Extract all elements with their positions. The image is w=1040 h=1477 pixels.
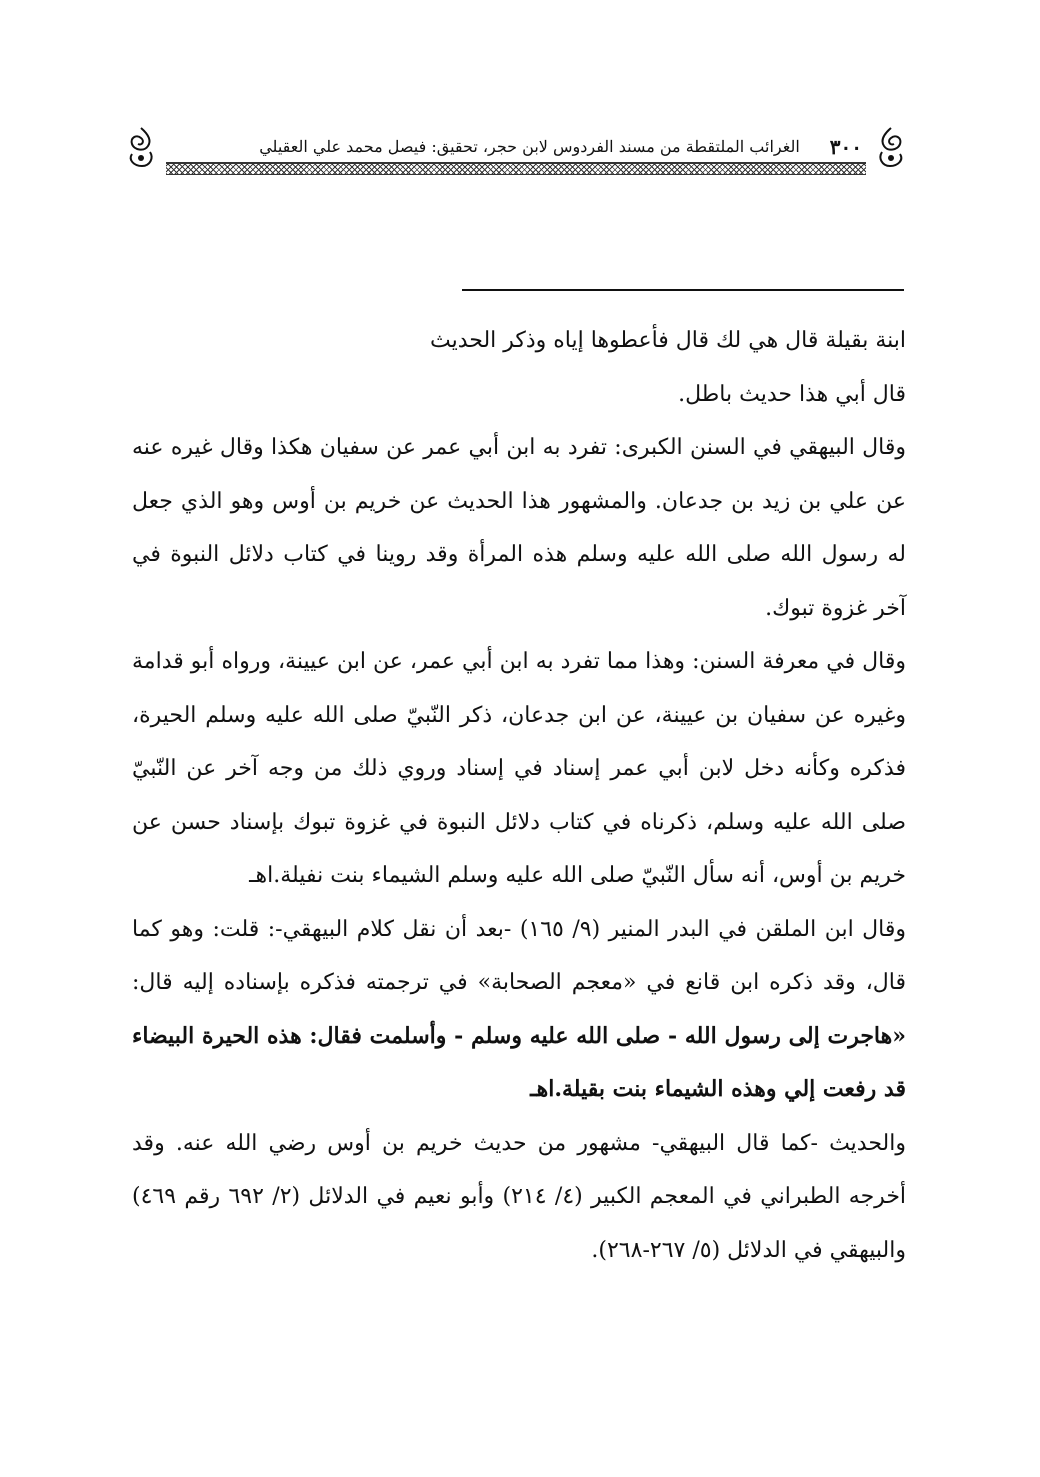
paragraph: قال أبي هذا حديث باطل. — [678, 381, 906, 407]
paragraph — [132, 903, 906, 1117]
body-text — [132, 314, 906, 1277]
paragraph-intro: وقال ابن الملقن في البدر المنير (٩/ ١٦٥) -بعد أن نقل كلام البيهقي-: قلت: وهو كما قال، وقد ذكره ابن قانع في «معجم الصحابة» في ترجمته فذكره بإسناده إليه قال: — [132, 916, 907, 995]
paragraph: والحديث -كما قال البيهقي- مشهور من حديث خريم بن أوس رضي الله عنه. وقد أخرجه الطبراني في المعجم الكبير (٤/ ٢١٤) وأبو نعيم في الدلائل (٢/ ٦٩٢ رقم ٤٦٩) والبيهقي في الدلائل (٥/ ٢٦٧-٢٦٨). — [132, 1130, 907, 1263]
running-title: الغرائب الملتقطة من مسند الفردوس لابن حجر، تحقيق: فيصل محمد علي العقيلي — [259, 137, 800, 156]
paragraph: وقال في معرفة السنن: وهذا مما تفرد به ابن أبي عمر، عن ابن عيينة، ورواه أبو قدامة وغيره عن سفيان بن عيينة، عن ابن جدعان، ذكر النّبيّ صلى الله عليه وسلم الحيرة، فذكره وكأنه دخل لابن أبي عمر إسناد في إسناد وروي ذلك من وجه آخر عن النّبيّ صلى الله عليه وسلم، ذكرناه في كتاب دلائل النبوة في غزوة تبوك بإسناد حسن عن خريم بن أوس، أنه سأل النّبيّ صلى الله عليه وسلم الشيماء بنت نفيلة.اهـ — [132, 649, 906, 888]
paragraph: ابنة بقيلة قال هي لك قال فأعطوها إياه وذكر الحديث — [429, 328, 906, 353]
ornament-icon — [874, 126, 908, 170]
section-divider — [462, 289, 904, 291]
quoted-hadith: «هاجرت إلى رسول الله - صلى الله عليه وسلم - وأسلمت فقال: هذه الحيرة البيضاء قد رفعت إلي وهذه الشيماء بنت بقيلة.اهـ — [132, 1022, 906, 1102]
paragraph: وقال البيهقي في السنن الكبرى: تفرد به ابن أبي عمر عن سفيان هكذا وقال غيره عنه عن علي بن زيد بن جدعان. والمشهور هذا الحديث عن خريم بن أوس وهو الذي جعل له رسول الله صلى الله عليه وسلم هذه المرأة وقد روينا في كتاب دلائل النبوة في آخر غزوة تبوك. — [132, 435, 906, 621]
ornament-icon — [124, 126, 158, 170]
header-ornamental-rule — [166, 162, 866, 175]
header-text-row — [170, 132, 862, 162]
page-header — [128, 118, 904, 178]
page-number: ٣٠٠ — [829, 135, 862, 159]
